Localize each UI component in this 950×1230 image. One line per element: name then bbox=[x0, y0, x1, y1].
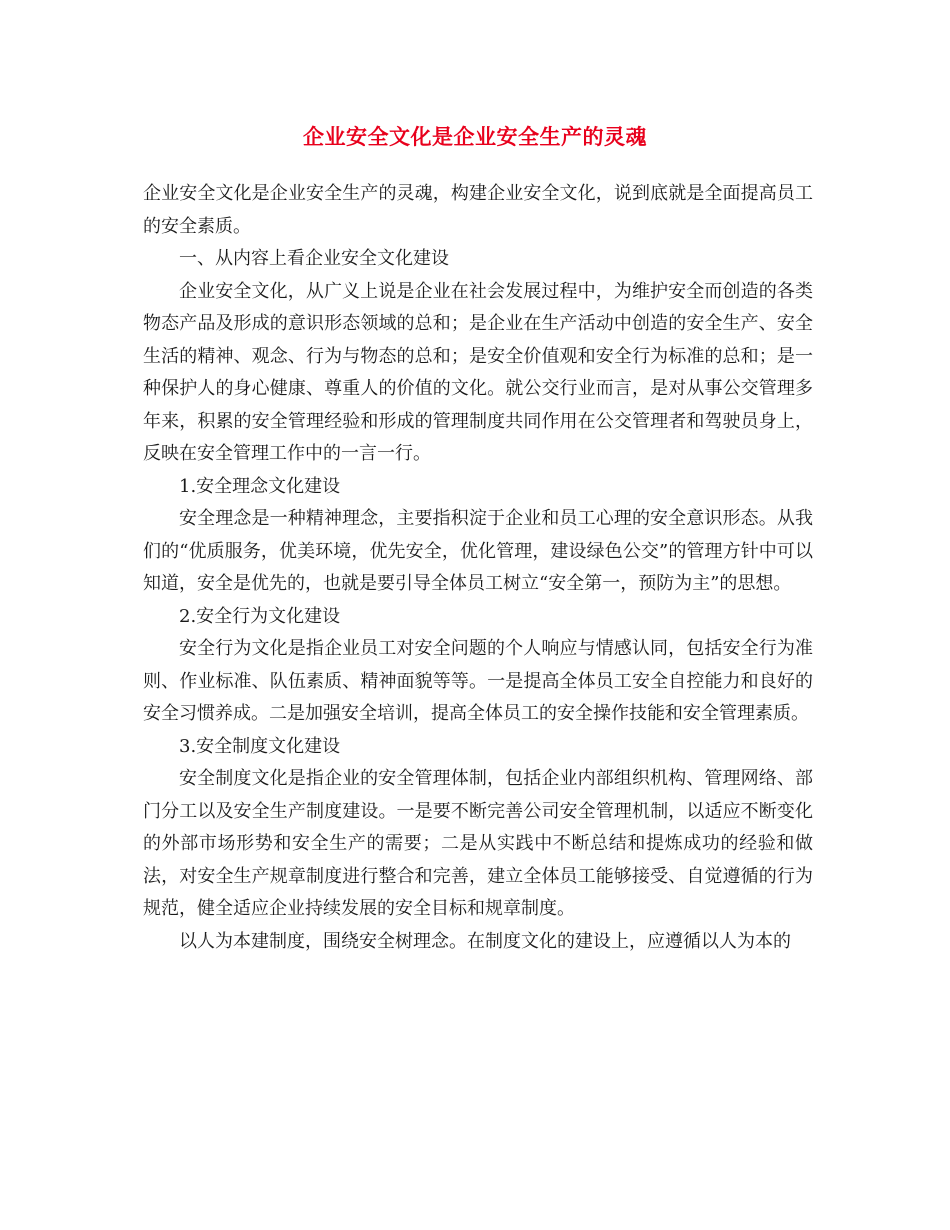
body-paragraph: 以人为本建制度，围绕安全树理念。在制度文化的建设上，应遵循以人为本的 bbox=[179, 930, 791, 952]
section-heading-1: 一、从内容上看企业安全文化建设 bbox=[179, 248, 449, 269]
body-paragraph: 安全制度文化是指企业的安全管理体制，包括企业内部组织机构、管理网络、部门分工以及安全生产制度建设。一是要不断完善公司安全管理机制，以适应不断变化的外部市场形势和安全生产的需要；二是从实践中不断总结和提炼成功的经验和做法，对安全生产规章制度进行整合和完善，建立全体员工能够接受、自觉遵循的行为规范，健全适应企业持续发展的安全目标和规章制度。 bbox=[143, 768, 813, 919]
subsection-heading-2: 2.安全行为文化建设 bbox=[179, 605, 341, 627]
subsection-heading-1: 1.安全理念文化建设 bbox=[179, 475, 341, 497]
subsection-heading-3: 3.安全制度文化建设 bbox=[179, 735, 341, 757]
intro-paragraph: 企业安全文化是企业安全生产的灵魂，构建企业安全文化，说到底就是全面提高员工的安全素质。 bbox=[143, 183, 813, 237]
body-paragraph: 安全理念是一种精神理念，主要指积淀于企业和员工心理的安全意识形态。从我们的“优质服务，优美环境，优先安全，优化管理，建设绿色公交”的管理方针中可以知道，安全是优先的，也就是要引导全体员工树立“安全第一，预防为主”的思想。 bbox=[143, 508, 813, 594]
body-paragraph: 企业安全文化，从广义上说是企业在社会发展过程中，为维护安全而创造的各类物态产品及形成的意识形态领域的总和；是企业在生产活动中创造的安全生产、安全生活的精神、观念、行为与物态的总和；是安全价值观和安全行为标准的总和；是一种保护人的身心健康、尊重人的价值的文化。就公交行业而言，是对从事公交管理多年来，积累的安全管理经验和形成的管理制度共同作用在公交管理者和驾驶员身上，反映在安全管理工作中的一言一行。 bbox=[143, 280, 813, 464]
document-title: 企业安全文化是企业安全生产的灵魂 bbox=[303, 124, 647, 149]
document-body bbox=[143, 178, 813, 958]
body-paragraph: 安全行为文化是指企业员工对安全问题的个人响应与情感认同，包括安全行为准则、作业标准、队伍素质、精神面貌等等。一是提高全体员工安全自控能力和良好的安全习惯养成。二是加强安全培训，提高全体员工的安全操作技能和安全管理素质。 bbox=[143, 638, 813, 724]
